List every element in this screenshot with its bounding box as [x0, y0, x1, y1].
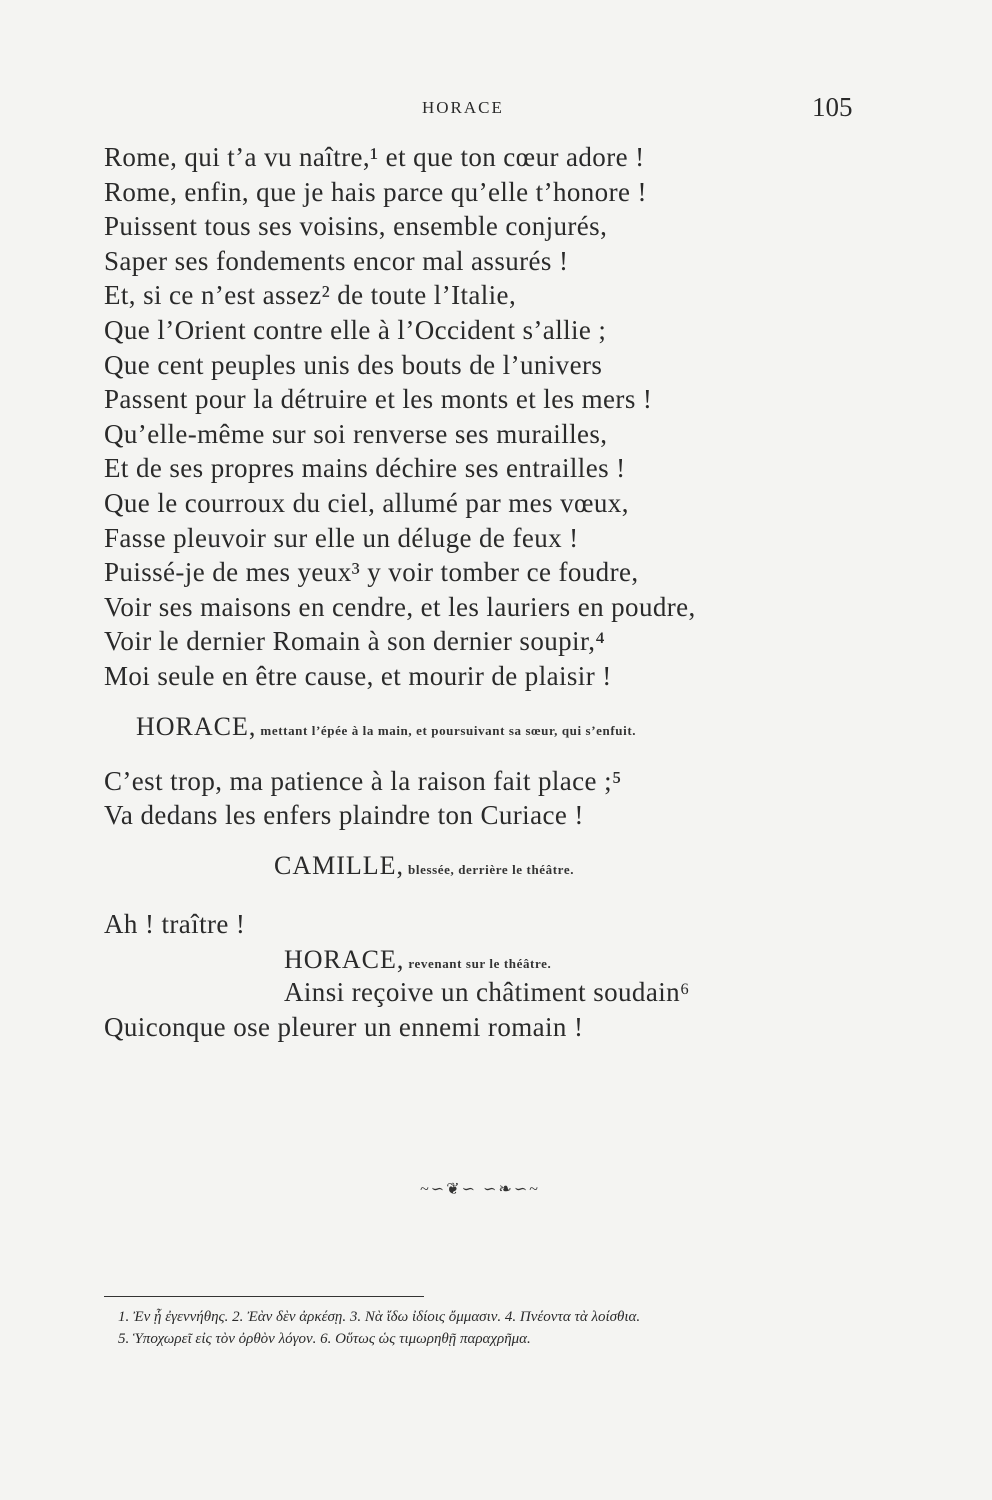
verse-line: Fasse pleuvoir sur elle un déluge de feux ! [104, 522, 579, 553]
verse-line: Et, si ce n’est assez² de toute l’Italie, [104, 280, 517, 311]
footnotes [118, 1306, 878, 1350]
stage-direction: blessée, derrière le théâtre. [408, 861, 575, 877]
footnote-line: 5. Ὑποχωρεῖ εἰς τὸν ὀρθὸν λόγον. 6. Οὕτως ὡς τιμωρηθῇ παραχρῆμα. [118, 1331, 531, 1347]
verse-line: Voir le dernier Romain à son dernier soupir,⁴ [104, 626, 606, 657]
verse-line: Puissent tous ses voisins, ensemble conjurés, [104, 211, 608, 242]
verse-line: Passent pour la détruire et les monts et les mers ! [104, 384, 653, 415]
verse-line: Moi seule en être cause, et mourir de plaisir ! [104, 660, 612, 691]
speaker-heading-camille [104, 851, 884, 881]
verse-block [104, 140, 884, 1044]
verse-line: Et de ses propres mains déchire ses entrailles ! [104, 453, 626, 484]
fleuron-ornament: ~∽❦∽ ∽❧∽~ [420, 1181, 540, 1198]
verse-line: Puissé-je de mes yeux³ y voir tomber ce foudre, [104, 557, 639, 588]
verse-line: Rome, qui t’a vu naître,¹ et que ton cœur adore ! [104, 142, 645, 172]
verse-line: Ah ! traître ! [104, 908, 246, 939]
verse-line: Que le courroux du ciel, allumé par mes vœux, [104, 487, 629, 518]
stage-direction: revenant sur le théâtre. [408, 956, 552, 972]
verse-line: Quiconque ose pleurer un ennemi romain ! [104, 1011, 584, 1042]
verse-line: Va dedans les enfers plaindre ton Curiace ! [104, 800, 584, 831]
verse-line: C’est trop, ma patience à la raison fait place ;⁵ [104, 765, 622, 796]
spacer [104, 881, 884, 907]
running-title: HORACE [422, 98, 504, 117]
page-header [0, 92, 992, 124]
footnote-line: 1. Ἐν ᾗ ἐγεννήθης. 2. Ἐὰν δὲν ἀρκέσῃ. 3. Νὰ ἴδω ἰδίοις ὄμμασιν. 4. Πνέοντα τὰ λοίσθια. [118, 1309, 641, 1325]
verse-line: Ainsi reçoive un châtiment soudain⁶ [284, 977, 690, 1008]
speaker-name: CAMILLE, [274, 850, 405, 880]
stage-direction: mettant l’épée à la main, et poursuivant sa sœur, qui s’enfuit. [260, 722, 637, 738]
verse-line: Rome, enfin, que je hais parce qu’elle t’honore ! [104, 176, 647, 207]
speaker-name: HORACE, [136, 711, 257, 741]
speaker-heading-horace [104, 712, 884, 742]
verse-line: Saper ses fondements encor mal assurés ! [104, 245, 569, 276]
speaker-heading-horace-2 [104, 945, 884, 975]
verse-line: Que l’Orient contre elle à l’Occident s’allie ; [104, 314, 607, 345]
spacer [104, 742, 884, 764]
page-number: 105 [812, 92, 853, 122]
verse-line: Que cent peuples unis des bouts de l’univers [104, 349, 603, 380]
footnote-rule [104, 1296, 424, 1297]
verse-line: Qu’elle-même sur soi renverse ses murailles, [104, 418, 608, 449]
verse-line: Voir ses maisons en cendre, et les lauriers en poudre, [104, 591, 696, 622]
speaker-name: HORACE, [284, 945, 405, 975]
